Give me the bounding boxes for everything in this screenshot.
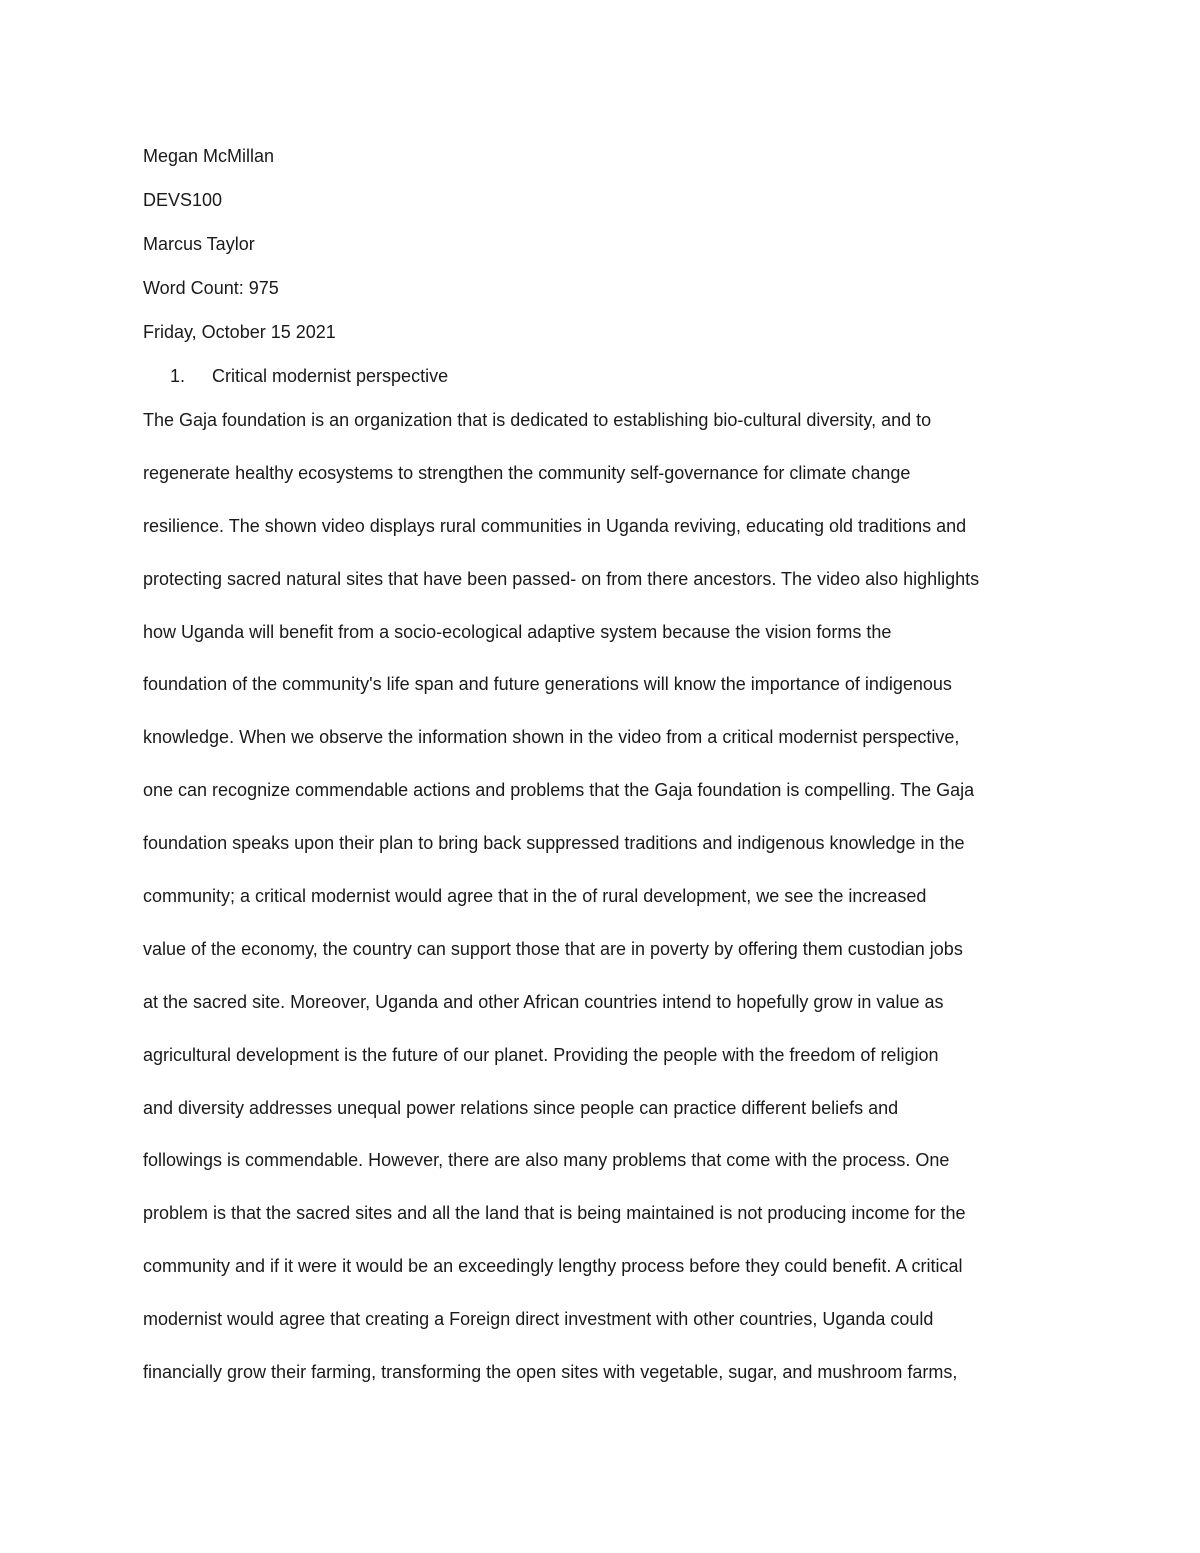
body-line: knowledge. When we observe the information shown in the video from a critical modernist perspective, — [143, 727, 960, 748]
instructor-name: Marcus Taylor — [143, 234, 255, 254]
date: Friday, October 15 2021 — [143, 322, 336, 342]
body-line: problem is that the sacred sites and all the land that is being maintained is not producing income for the — [143, 1203, 966, 1224]
body-line: The Gaja foundation is an organization that is dedicated to establishing bio-cultural diversity, and to — [143, 410, 932, 430]
body-line: followings is commendable. However, there are also many problems that come with the process. One — [143, 1150, 950, 1171]
body-line: foundation of the community's life span and future generations will know the importance of indigenous — [143, 674, 952, 695]
body-line: how Uganda will benefit from a socio-ecological adaptive system because the vision forms the — [143, 621, 892, 642]
body-paragraph — [143, 409, 1063, 1414]
body-line: community; a critical modernist would agree that in the of rural development, we see the increased — [143, 886, 927, 907]
body-line: regenerate healthy ecosystems to strengthen the community self-governance for climate change — [143, 462, 911, 483]
body-line: protecting sacred natural sites that have been passed- on from there ancestors. The video also highlights — [143, 568, 980, 589]
body-line: foundation speaks upon their plan to bring back suppressed traditions and indigenous knowledge in the — [143, 833, 965, 854]
body-line: value of the economy, the country can support those that are in poverty by offering them custodian jobs — [143, 938, 963, 959]
body-line: modernist would agree that creating a Foreign direct investment with other countries, Uganda could — [143, 1309, 934, 1330]
body-line: community and if it were it would be an exceedingly lengthy process before they could benefit. A critical — [143, 1256, 963, 1277]
course-code: DEVS100 — [143, 190, 223, 210]
body-line: at the sacred site. Moreover, Uganda and other African countries intend to hopefully grow in value as — [143, 991, 944, 1012]
section-title: Critical modernist perspective — [212, 366, 449, 386]
body-line: financially grow their farming, transforming the open sites with vegetable, sugar, and mushroom farms, — [143, 1362, 958, 1383]
body-line: one can recognize commendable actions and problems that the Gaja foundation is compelling. The Gaja — [143, 780, 975, 801]
section-number: 1. — [170, 366, 186, 386]
body-line: and diversity addresses unequal power relations since people can practice different beliefs and — [143, 1097, 899, 1118]
body-line: resilience. The shown video displays rural communities in Uganda reviving, educating old traditions and — [143, 515, 967, 536]
word-count: Word Count: 975 — [143, 278, 279, 298]
author-name: Megan McMillan — [143, 146, 275, 166]
body-line: agricultural development is the future of our planet. Providing the people with the freedom of religion — [143, 1044, 939, 1065]
section-heading — [170, 365, 448, 387]
